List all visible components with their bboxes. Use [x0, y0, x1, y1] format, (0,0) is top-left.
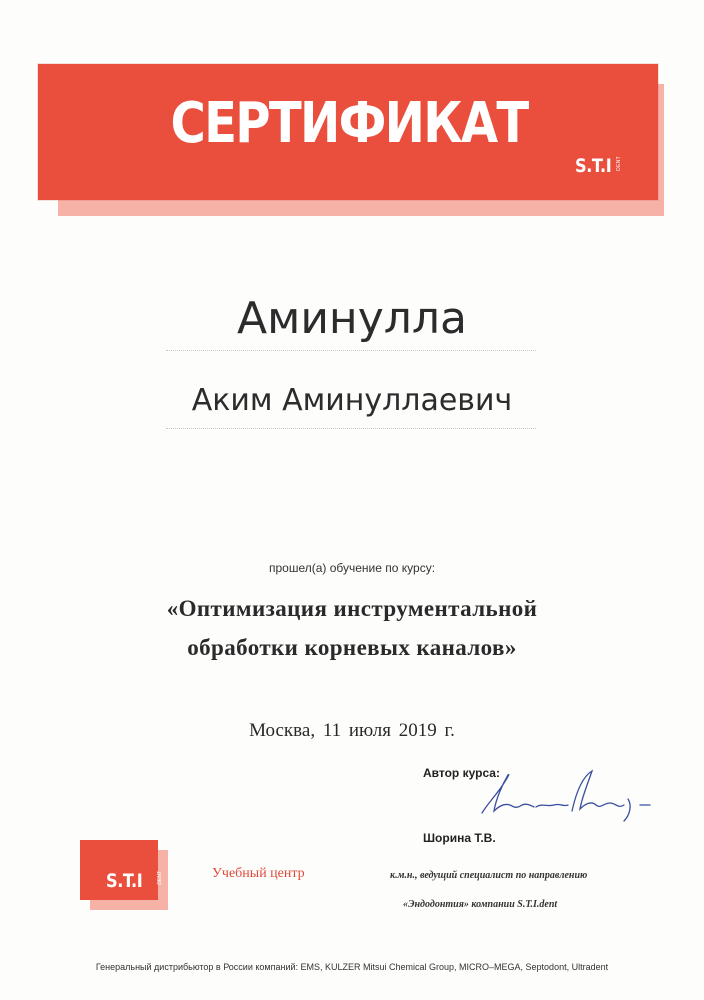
surname-divider — [166, 350, 536, 351]
recipient-surname: Аминулла — [237, 293, 467, 344]
logo-text: S.T.I — [575, 155, 612, 177]
author-title-line-1: к.м.н., ведущий специалист по направлению — [390, 870, 588, 881]
logo-subtext: DENT — [615, 156, 622, 171]
place-and-date: Москва, 11 июля 2019 г. — [249, 720, 455, 741]
course-author-label: Автор курса: — [423, 766, 500, 780]
distributor-footer: Генеральный дистрибьютор в России компаний: EMS, KULZER Mitsui Chemical Group, MICRO–MEGA, Septodont, Ultradent — [95, 962, 609, 972]
author-title-line-2: «Эндодонтия» компании S.T.I.dent — [403, 899, 558, 910]
completed-label: прошел(а) обучение по курсу: — [268, 561, 436, 575]
certificate-title: СЕРТИФИКАТ — [170, 91, 528, 156]
logo-subtext: DENT — [157, 871, 163, 885]
training-center-logo — [80, 840, 168, 910]
given-names-divider — [166, 428, 536, 429]
training-center-label: Учебный центр — [212, 866, 305, 881]
logo-text: S.T.I — [106, 870, 143, 892]
recipient-given-names: Аким Аминуллаевич — [191, 383, 513, 418]
signature-image — [464, 763, 664, 833]
course-author-name: Шорина Т.В. — [423, 831, 496, 845]
course-title-line-2: обработки корневых каналов» — [187, 635, 517, 660]
course-title-line-1: «Оптимизация инструментальной — [166, 596, 538, 621]
sti-dent-logo — [575, 155, 622, 177]
